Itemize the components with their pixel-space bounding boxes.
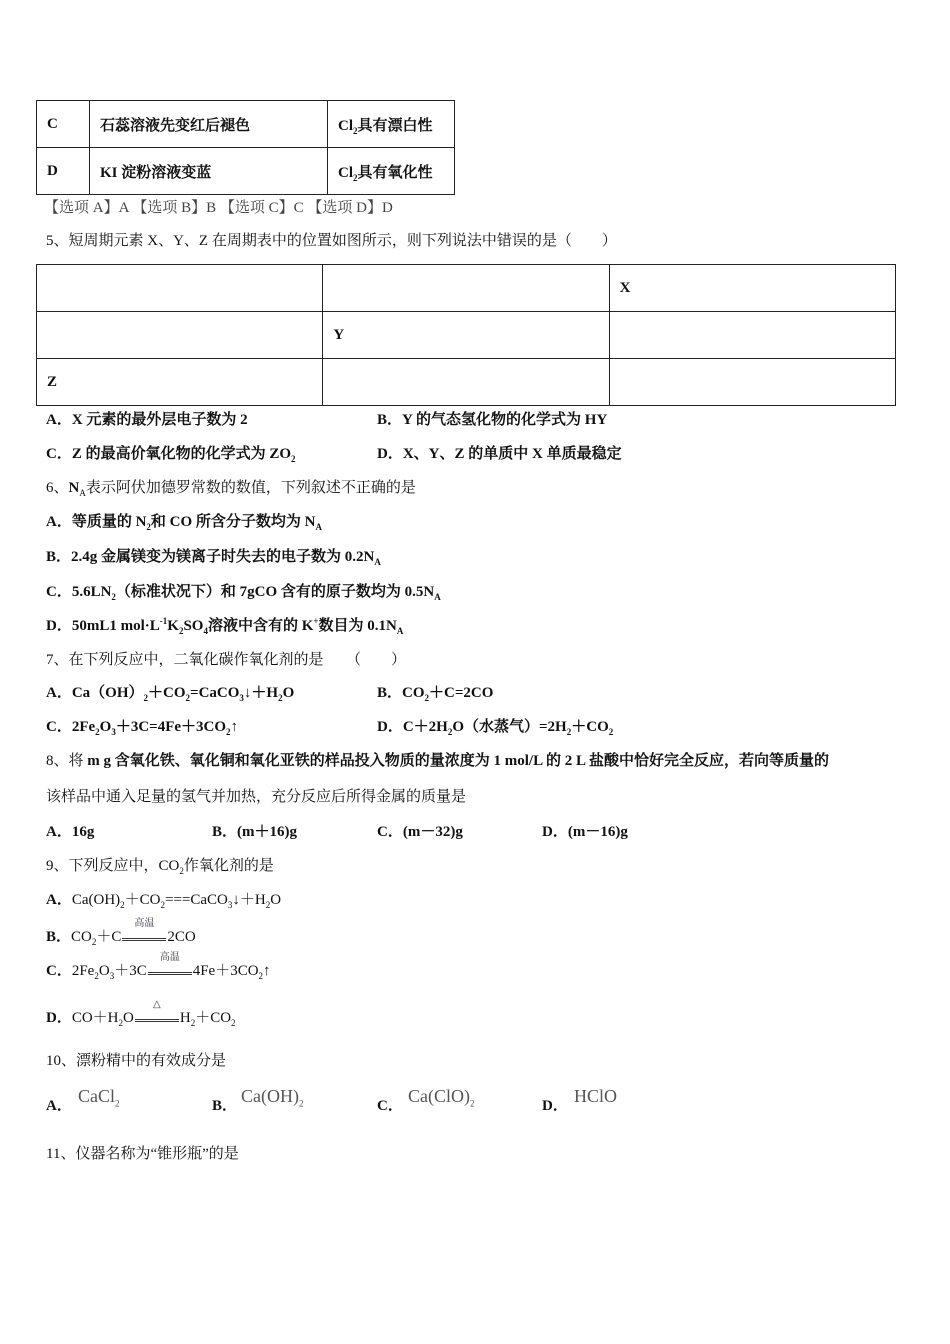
superscript: -1 (159, 616, 168, 626)
text-segment: CaCl (78, 1086, 116, 1106)
text-segment: 2CO (167, 929, 196, 945)
q6-stem (46, 478, 416, 498)
text: 【选项 A】A 【选项 B】B 【选项 C】C 【选项 D】D (44, 200, 393, 216)
q10-option-letter (46, 1096, 72, 1116)
grid-cell: X (609, 265, 895, 312)
reaction-condition-arrow (135, 999, 179, 1022)
row-label: D (37, 148, 90, 195)
text-segment: ＋C (96, 929, 122, 945)
text-segment: N (68, 480, 80, 496)
grid-cell (609, 359, 895, 406)
conclusion-cell (328, 101, 455, 148)
text-segment: A．Ca（OH） (46, 685, 144, 701)
q9-stem (46, 856, 274, 876)
subscript: 2 (111, 592, 116, 602)
subscript: 2 (190, 1018, 196, 1028)
text-segment: CO (71, 929, 92, 945)
text-segment: 具有氧化性 (357, 164, 433, 181)
text: B．(m＋16)g (212, 824, 297, 840)
text-segment: 9、下列反应中，CO (46, 858, 180, 874)
grid-cell: Z (37, 359, 323, 406)
subscript: 2 (447, 727, 453, 737)
table-row (37, 265, 896, 312)
q5-stem (46, 231, 617, 251)
text: D．(m－16)g (542, 824, 628, 840)
q10-option-formula (408, 1086, 475, 1109)
text-segment: Ca(ClO) (408, 1086, 470, 1106)
text-segment: 6、 (46, 480, 69, 496)
text-segment: O (282, 685, 295, 701)
subscript: 2 (566, 727, 572, 737)
text-segment: B．2.4g 金属镁变为镁离子时失去的电子数为 0.2N (46, 549, 375, 565)
subscript: A (79, 488, 86, 498)
text-segment: 具有漂白性 (357, 117, 433, 134)
q5-option (377, 444, 622, 464)
experiment-table (36, 100, 455, 195)
subscript: A (374, 557, 381, 567)
reaction-condition: 高温 (134, 918, 155, 929)
subscript: 2 (278, 693, 283, 703)
subscript: 2 (608, 727, 614, 737)
subscript: 3 (111, 727, 116, 737)
text-segment: ＋3C=4Fe＋3CO (115, 719, 227, 735)
q7-option (46, 717, 238, 737)
table-row (37, 312, 896, 359)
option-letter: D． (542, 1098, 568, 1114)
text-segment: ↓＋H (243, 685, 279, 701)
text-segment: ＋3C (114, 963, 147, 979)
q10-option-letter (212, 1096, 237, 1116)
table-row (37, 148, 455, 195)
subscript: 4 (203, 626, 208, 636)
q7-stem (46, 650, 406, 670)
subscript: A (396, 626, 404, 636)
reaction-condition: 高温 (159, 952, 180, 963)
text: 5、短周期元素 X、Y、Z 在周期表中的位置如图所示，则下列说法中错误的是（ ） (46, 233, 617, 249)
subscript: 2 (178, 626, 184, 636)
subscript: 3 (109, 971, 115, 981)
text-segment: 和 CO 所含分子数均为 N (150, 514, 316, 530)
subscript: 2 (94, 971, 99, 981)
text-segment: O (123, 1010, 134, 1026)
subscript: 2 (95, 727, 100, 737)
subscript: 2 (120, 900, 125, 910)
text: 11、仪器名称为“锥形瓶”的是 (46, 1146, 239, 1162)
q8-option (377, 822, 463, 842)
text-segment: 数目为 0.1N (318, 618, 397, 634)
text-segment: B． (46, 929, 72, 945)
text-segment: ＋CO (148, 685, 186, 701)
text-segment: 表示阿伏加德罗常数的数值，下列叙述不正确的是 (85, 480, 416, 496)
q9-option (46, 952, 271, 981)
text-segment: O (98, 963, 110, 979)
subscript: A (315, 522, 323, 532)
subscript: A (434, 592, 441, 602)
text-segment: D．C＋2H (377, 719, 448, 735)
option-letter: A． (46, 1098, 72, 1114)
superscript: + (313, 616, 319, 626)
text: A．16g (46, 824, 95, 840)
text-segment: C．Z 的最高价氧化物的化学式为 ZO (46, 446, 292, 462)
text-segment: ↑ (263, 963, 271, 979)
subscript: 2 (118, 1018, 124, 1028)
grid-cell: Y (323, 312, 609, 359)
text-segment: O (99, 719, 112, 735)
text-segment: ＋CO (571, 719, 609, 735)
text-segment: HClO (574, 1086, 618, 1106)
q6-option (46, 582, 441, 602)
text-segment: SO (183, 618, 204, 634)
subscript: 2 (143, 693, 149, 703)
q6-option (46, 616, 403, 636)
subscript: 2 (226, 727, 231, 737)
q5-option (377, 410, 607, 430)
phenomenon-cell: KI 淀粉溶液变蓝 (90, 148, 328, 195)
subscript: 2 (91, 937, 97, 947)
text-segment: A．等质量的 N (46, 514, 147, 530)
q8-option (46, 822, 94, 842)
text: 7、在下列反应中，二氧化碳作氧化剂的是 （ ） (46, 652, 407, 668)
q6-option (46, 512, 322, 532)
q9-option (46, 999, 236, 1028)
grid-cell (323, 265, 609, 312)
text-segment: （标准状况下）和 7gCO 含有的原子数均为 0.5N (115, 584, 435, 600)
text-segment: D．50mL1 mol·L (46, 618, 160, 634)
text-segment: 溶液中含有的 K (207, 618, 314, 634)
text-segment: ===CaCO (165, 892, 228, 908)
q7-option (377, 683, 493, 703)
text-segment: =CaCO (190, 685, 240, 701)
q10-option-formula (574, 1086, 617, 1106)
text-segment: 8、将 (46, 753, 88, 769)
text-segment: CO＋H (71, 1010, 119, 1026)
text-segment: 2Fe (71, 963, 95, 979)
subscript: 2 (424, 693, 430, 703)
table-row (37, 359, 896, 406)
q5-option (46, 410, 248, 430)
table-row (37, 101, 455, 148)
subscript: 2 (298, 1098, 304, 1109)
text-segment: m g 含氧化铁、氧化铜和氧化亚铁的样品投入物质的量浓度为 1 mol/L 的 2 L 盐酸中恰好完全反应，若向等质量的 (87, 753, 829, 769)
subscript: 2 (115, 1098, 120, 1109)
subscript: 2 (265, 900, 271, 910)
text-segment: D．X、Y、Z 的单质中 X 单质最稳定 (377, 446, 622, 462)
text-segment: 4Fe＋3CO (192, 963, 259, 979)
q10-option-letter (542, 1096, 568, 1116)
text-segment: B．Y 的气态氢化物的化学式为 HY (377, 412, 608, 428)
choices-line (44, 198, 393, 218)
q10-option-formula (241, 1086, 304, 1109)
text-segment: D． (46, 1010, 72, 1026)
text: C．(m－32)g (377, 824, 463, 840)
text-segment: A． (46, 892, 72, 908)
reaction-condition-arrow (148, 952, 192, 975)
text-segment: ＋C=2CO (429, 685, 494, 701)
text-segment: Ca(OH) (241, 1086, 299, 1106)
text-segment: A．X 元素的最外层电子数为 2 (46, 412, 248, 428)
text-segment: C．2Fe (46, 719, 96, 735)
text-segment: H (179, 1010, 191, 1026)
grid-cell (37, 312, 323, 359)
text-segment: Ca(OH) (71, 892, 121, 908)
reaction-condition-arrow (122, 918, 166, 941)
q10-option-letter (377, 1096, 403, 1116)
subscript: 2 (470, 1098, 475, 1109)
grid-cell (323, 359, 609, 406)
q7-option (377, 717, 613, 737)
subscript: 2 (231, 1018, 236, 1028)
periodic-position-table (36, 264, 896, 406)
text-segment: K (167, 618, 179, 634)
grid-cell (37, 265, 323, 312)
q9-option (46, 918, 196, 947)
text-segment: Cl (338, 117, 353, 134)
text-segment: C．5.6LN (46, 584, 112, 600)
text-segment: ＋CO (124, 892, 161, 908)
subscript: 2 (353, 125, 358, 136)
text-segment: ＋CO (195, 1010, 232, 1026)
text-segment: B．CO (377, 685, 425, 701)
text-segment: C． (46, 963, 72, 979)
q5-option (46, 444, 296, 464)
grid-cell (609, 312, 895, 359)
phenomenon-cell: 石蕊溶液先变红后褪色 (90, 101, 328, 148)
q8-option (542, 822, 628, 842)
conclusion-cell (328, 148, 455, 195)
text: 10、漂粉精中的有效成分是 (46, 1053, 227, 1069)
subscript: 2 (160, 900, 166, 910)
subscript: 2 (353, 172, 358, 183)
q9-option (46, 890, 281, 910)
q8-stem-line1 (46, 751, 829, 771)
q6-option (46, 547, 381, 567)
row-label: C (37, 101, 90, 148)
text-segment: ↑ (230, 719, 239, 735)
q7-option (46, 683, 294, 703)
text-segment: O（水蒸气）=2H (452, 719, 567, 735)
q8-option (212, 822, 297, 842)
q11-stem (46, 1144, 239, 1164)
subscript: 3 (239, 693, 244, 703)
q10-option-formula (78, 1086, 120, 1109)
option-letter: B． (212, 1098, 238, 1114)
text-segment: O (270, 892, 282, 908)
subscript: 3 (227, 900, 233, 910)
option-letter: C． (377, 1098, 403, 1114)
q10-stem (46, 1051, 226, 1071)
text-segment: Cl (338, 164, 353, 181)
q8-stem-line2 (46, 787, 466, 807)
subscript: 2 (146, 522, 151, 532)
reaction-condition: △ (153, 999, 161, 1010)
text-segment: 作氧化剂的是 (183, 858, 274, 874)
subscript: 2 (179, 866, 184, 876)
text: 该样品中通入足量的氢气并加热，充分反应后所得金属的质量是 (46, 789, 467, 805)
text-segment: ↓＋H (232, 892, 266, 908)
subscript: 2 (185, 693, 191, 703)
subscript: 2 (291, 454, 296, 464)
subscript: 2 (258, 971, 264, 981)
